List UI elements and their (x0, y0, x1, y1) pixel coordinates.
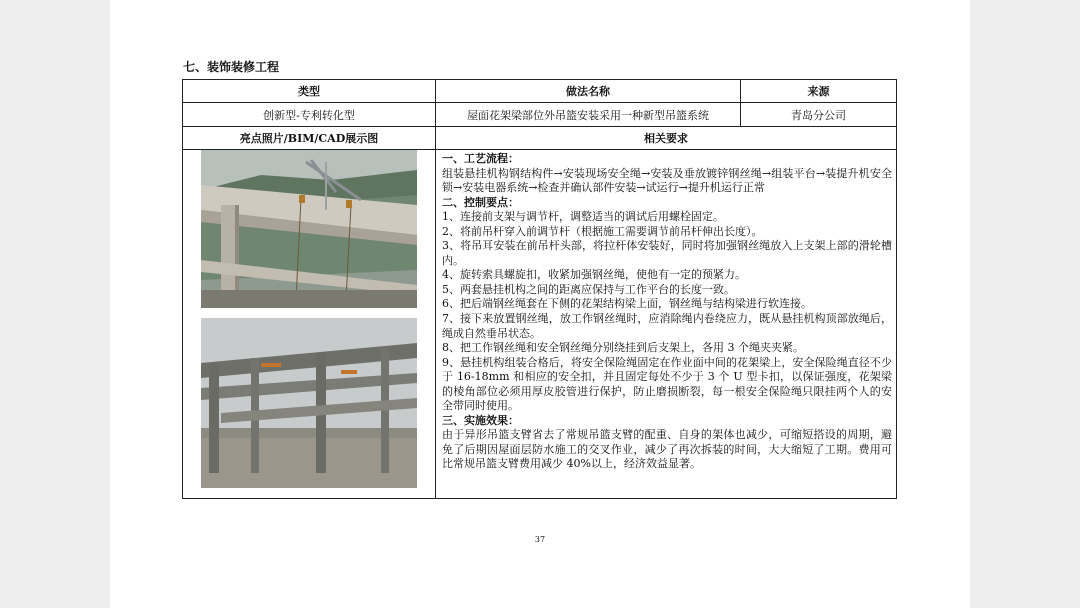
process-title: 一、工艺流程： (442, 152, 519, 165)
header-photos: 亮点照片/BIM/CAD展示图 (183, 127, 436, 150)
photo-cell (183, 150, 436, 499)
process-text: 组装悬挂机构钢结构件→安装现场安全绳→安装及垂放镀锌钢丝绳→组装平台→装提升机安全锁→安装电器系统→检查并确认部件安装→试运行→提升机运行正常 (442, 166, 892, 195)
control-item: 4、旋转索具螺旋扣，收紧加强钢丝绳，使他有一定的预紧力。 (442, 268, 746, 282)
effect-text: 由于异形吊篮支臂省去了常规吊篮支臂的配重、自身的架体也减少，可缩短搭设的周期，避免了后期因屋面层防水施工的交叉作业，减少了再次拆装的时间，大大缩短了工期。费用可比常规吊篮支臂费用减少 40%以上，经济效益显著。 (442, 428, 892, 471)
control-item: 7、接下来放置钢丝绳，放工作钢丝绳时，应消除绳内卷绕应力，既从悬挂机构顶部放绳后，绳成自然垂吊状态。 (442, 312, 892, 340)
document-page (110, 0, 970, 608)
cell-source: 青岛分公司 (741, 103, 897, 127)
control-title: 二、控制要点： (442, 195, 519, 209)
control-item: 8、把工作钢丝绳和安全钢丝绳分别绕挂到后支架上，各用 3 个绳夹夹紧。 (442, 341, 804, 355)
header-source: 来源 (741, 80, 897, 103)
content-row (183, 150, 897, 499)
control-item: 5、两套悬挂机构之间的距离应保持与工作平台的长度一致。 (442, 282, 735, 296)
cell-type: 创新型-专利转化型 (183, 103, 436, 127)
control-item: 1、连接前支架与调节杆，调整适当的调试后用螺栓固定。 (442, 210, 724, 224)
photo-roof-frame-beams (201, 318, 417, 488)
practice-table (182, 79, 897, 499)
control-item: 3、将吊耳安装在前吊杆头部，将拉杆体安装好，同时将加强钢丝绳放入上支架上部的滑轮槽内。 (442, 239, 892, 267)
photo-gondola-on-roof-beam (201, 150, 417, 308)
cell-name: 屋面花架梁部位外吊篮安装采用一种新型吊篮系统 (436, 103, 741, 127)
sub-header-row (183, 127, 897, 150)
header-requirements: 相关要求 (436, 127, 897, 150)
header-name: 做法名称 (436, 80, 741, 103)
page-number: 37 (534, 535, 546, 544)
section-title: 七、装饰装修工程 (183, 60, 280, 74)
header-type: 类型 (183, 80, 436, 103)
header-row (183, 80, 897, 103)
effect-title: 三、实施效果： (442, 413, 519, 427)
requirements-cell (436, 150, 897, 499)
control-item: 2、将前吊杆穿入前调节杆（根据施工需要调节前吊杆伸出长度）。 (442, 224, 763, 238)
control-item: 6、把后端钢丝绳套在下侧的花架结构梁上面，钢丝绳与结构梁进行软连接。 (442, 297, 812, 311)
info-row (183, 103, 897, 127)
control-item: 9、悬挂机构组装合格后，将安全保险绳固定在作业面中间的花架梁上，安全保险绳直径不少于 16-18mm 和相应的安全扣，并且固定每处不少于 3 个 U 型卡扣，以保证强度，花架梁的棱角部位必须用厚皮胶管进行保护，防止磨损断裂，每一根安全保险绳只限挂两个人的安全带同时使用。 (442, 355, 892, 413)
